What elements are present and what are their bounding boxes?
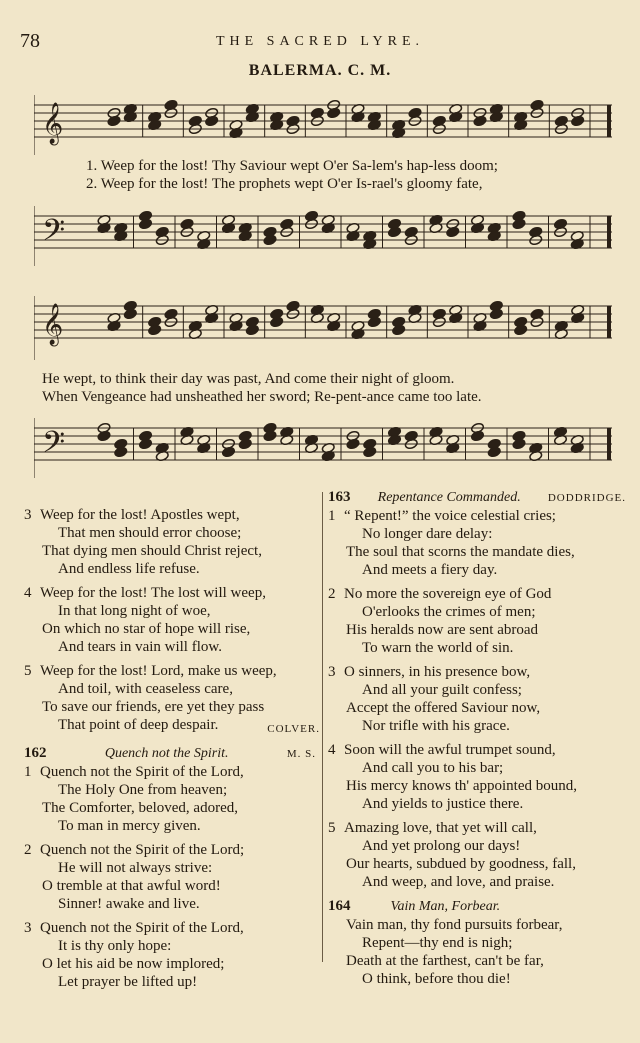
lyric-line-3: He wept, to think their day was past, And come their night of gloom. [42, 371, 455, 387]
verse-line: Soon will the awful trumpet sound, [344, 742, 556, 758]
hymn-title: Repentance Commanded. [377, 490, 521, 505]
hymn-number: 163 [328, 489, 351, 505]
verse-line: Repent—thy end is nigh; [362, 935, 513, 951]
hymn-number: 164 [328, 898, 351, 914]
verse-1 [328, 507, 626, 579]
verse-line: That dying men should Christ reject, [42, 543, 262, 559]
verse-line: In that long night of woe, [58, 603, 211, 619]
verse-line: His heralds now are sent abroad [346, 622, 539, 638]
right-column [328, 488, 626, 988]
tune-title: BALERMA. C. M. [248, 62, 392, 79]
verse-line: On which no star of hope will rise, [42, 621, 251, 637]
lyric-line-4: When Vengeance had unsheathed her sword; Re-pent-ance came too late. [42, 389, 482, 405]
verse-2 [24, 841, 320, 913]
final-bar-line [607, 428, 611, 460]
treble-staff-system-1 [34, 95, 614, 159]
hymn-author: M. S. [286, 748, 316, 760]
verse-3 [328, 663, 626, 735]
verse-3 [24, 919, 320, 991]
verse-number: 2 [328, 586, 336, 602]
page-number: 78 [20, 30, 40, 52]
bass-staff-system-1 [34, 206, 614, 270]
verse-line: Weep for the lost! Apostles wept, [40, 507, 240, 523]
verse-number: 4 [328, 742, 336, 758]
verse-line: And meets a fiery day. [362, 562, 498, 578]
verse-line: And toil, with ceaseless care, [58, 681, 233, 697]
lyric-line-2: 2. Weep for the lost! The prophets wept O'er Is-rael's gloomy fate, [86, 176, 483, 192]
verse-5 [24, 662, 320, 738]
verse-line: Nor trifle with his grace. [362, 718, 510, 734]
verse-line: That men should error choose; [58, 525, 242, 541]
hymn-author: DODDRIDGE. [547, 492, 626, 504]
verse-line: O'erlooks the crimes of men; [362, 604, 536, 620]
verse-line: The soul that scorns the mandate dies, [346, 544, 575, 560]
verse-2 [328, 585, 626, 657]
verse-line: Quench not the Spirit of the Lord, [40, 764, 244, 780]
verse-line: O let his aid be now implored; [42, 956, 225, 972]
bass-clef-icon: 𝄢 [42, 214, 66, 255]
verse-line: It is thy only hope: [58, 938, 172, 954]
final-bar-line [607, 216, 611, 248]
column-divider [322, 492, 323, 962]
verse-line: The Holy One from heaven; [58, 782, 228, 798]
verse-line: No longer dare delay: [362, 526, 493, 542]
verse-line: O tremble at that awful word! [42, 878, 221, 894]
running-head: THE SACRED LYRE. [215, 34, 425, 49]
verse-1 [24, 763, 320, 835]
bass-clef-icon: 𝄢 [42, 426, 66, 467]
verse-line: Weep for the lost! Lord, make us weep, [40, 663, 277, 679]
treble-clef-icon: 𝄞 [42, 103, 64, 144]
verse-number: 3 [24, 920, 32, 936]
treble-clef-icon: 𝄞 [42, 304, 64, 345]
verse-number: 1 [328, 508, 336, 524]
verse-line: Death at the farthest, can't be far, [346, 953, 544, 969]
verse-4 [328, 741, 626, 813]
bass-staff-system-2 [34, 418, 614, 482]
verse-line: And yields to justice there. [362, 796, 524, 812]
verse-line: Accept the offered Saviour now, [346, 700, 541, 716]
verse-line: And all your guilt confess; [362, 682, 522, 698]
left-column [24, 506, 320, 991]
verse-line: Quench not the Spirit of the Lord, [40, 920, 244, 936]
verse-line: Amazing love, that yet will call, [344, 820, 537, 836]
hymn-title: Vain Man, Forbear. [390, 899, 501, 914]
verse-3 [24, 506, 320, 578]
verse-line: To man in mercy given. [58, 818, 201, 834]
hymn-title: Quench not the Spirit. [104, 746, 229, 761]
verse-line: O think, before thou die! [362, 971, 511, 987]
verse-line: That point of deep despair. [58, 717, 219, 733]
hymn-number: 162 [24, 745, 47, 761]
verse-number: 3 [328, 664, 336, 680]
verse-line: And call you to his bar; [362, 760, 504, 776]
lyric-line-1: 1. Weep for the lost! Thy Saviour wept O'er Sa-lem's hap-less doom; [86, 158, 498, 174]
verse-number: 5 [24, 663, 32, 679]
hymn-header [328, 488, 626, 507]
verse-line: O sinners, in his presence bow, [344, 664, 531, 680]
hymn-header [328, 897, 626, 916]
verse-5 [328, 819, 626, 891]
verse-number: 3 [24, 507, 32, 523]
verse-number: 4 [24, 585, 32, 601]
verse-line: He will not always strive: [58, 860, 213, 876]
verse-line: His mercy knows th' appointed bound, [346, 778, 578, 794]
verse-line: And weep, and love, and praise. [362, 874, 555, 890]
verse-line: Vain man, thy fond pursuits forbear, [346, 917, 563, 933]
treble-staff-system-2 [34, 296, 614, 366]
verse-number: 5 [328, 820, 336, 836]
verse-line: And tears in vain will flow. [58, 639, 222, 655]
verse-number: 2 [24, 842, 32, 858]
verse-4 [24, 584, 320, 656]
verse-line: Let prayer be lifted up! [58, 974, 198, 990]
verse-line: Our hearts, subdued by goodness, fall, [346, 856, 576, 872]
verse-line: Sinner! awake and live. [58, 896, 200, 912]
final-bar-line [607, 105, 611, 137]
author-credit: COLVER. [267, 723, 320, 735]
verse-number: 1 [24, 764, 32, 780]
verse-line: The Comforter, beloved, adored, [42, 800, 238, 816]
verse-line: Quench not the Spirit of the Lord; [40, 842, 245, 858]
verse-line: No more the sovereign eye of God [344, 586, 552, 602]
verse-line: To warn the world of sin. [362, 640, 514, 656]
verse-line: “ Repent!” the voice celestial cries; [344, 508, 556, 524]
verse-line: And endless life refuse. [58, 561, 200, 577]
verse-line: And yet prolong our days! [362, 838, 521, 854]
verse-line: To save our friends, ere yet they pass [42, 699, 265, 715]
final-bar-line [607, 306, 611, 338]
verse-1 [328, 916, 626, 988]
verse-line: Weep for the lost! The lost will weep, [40, 585, 266, 601]
hymn-header [24, 744, 320, 763]
